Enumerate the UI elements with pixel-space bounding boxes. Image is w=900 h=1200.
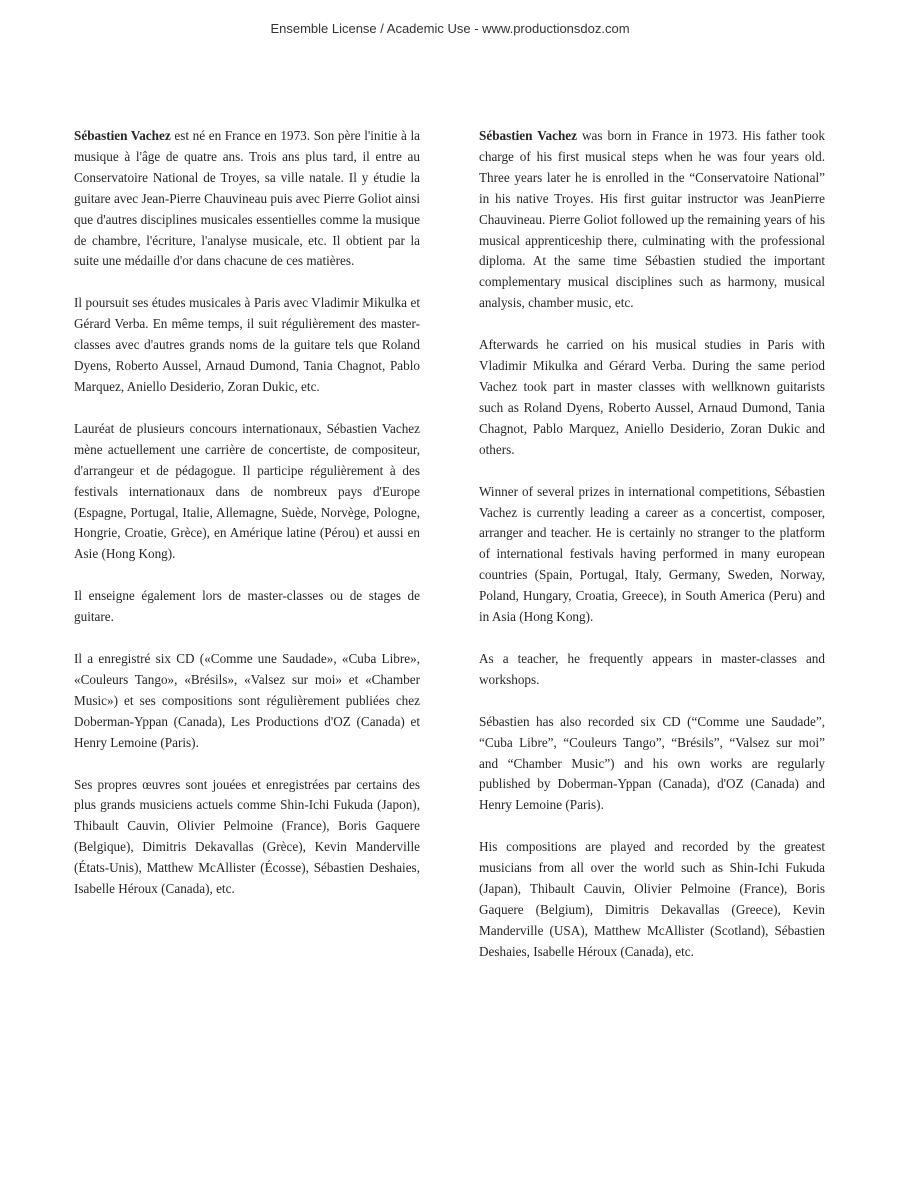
french-paragraph-3: Lauréat de plusieurs concours internationaux, Sébastien Vachez mène actuellement une carrière de concertiste, de compositeur, d'arrangeur et de pédagogue. Il participe régulièrement à des festivals internationaux dans de nombreux pays d'Europe (Espagne, Portugal, Italie, Allemagne, Suède, Norvège, Pologne, Hongrie, Croatie, Grèce), en Amérique latine (Pérou) et aussi en Asie (Hong Kong). bbox=[74, 420, 420, 562]
license-watermark: Ensemble License / Academic Use - www.productionsdoz.com bbox=[270, 21, 630, 36]
english-paragraph-6: His compositions are played and recorded by the greatest musicians from all over the world such as Shin-Ichi Fukuda (Japan), Thibault Cauvin, Olivier Pelmoine (France), Boris Gaquere (Belgium), Dimitris Dekavallas (Greece), Kevin Manderville (USA), Matthew McAllister (Scotland), Sébastien Deshaies, Isabelle Héroux (Canada), etc. bbox=[479, 839, 825, 959]
english-paragraph-4: As a teacher, he frequently appears in master-classes and workshops. bbox=[479, 650, 825, 687]
french-paragraph-1-text: est né en France en 1973. Son père l'initie à la musique à l'âge de quatre ans. Trois ans plus tard, il entre au Conservatoire National de Troyes, sa ville natale. Il y étudie la guitare avec Jean-Pierre Chauvineau puis avec Pierre Goliot ainsi que d'autres disciplines musicales essentielles comme la musique de chambre, l'écriture, l'analyse musicale, etc. Il obtient par la suite une médaille d'or dans chacune de ces matières. bbox=[74, 128, 420, 269]
english-biography-column bbox=[479, 126, 825, 984]
english-paragraph-2: Afterwards he carried on his musical studies in Paris with Vladimir Mikulka and Gérard Verba. During the same period Vachez took part in master classes with wellknown guitarists such as Roland Dyens, Roberto Aussel, Arnaud Dumond, Tania Chagnot, Pablo Marquez, Aniello Desiderio, Zoran Dukic and others. bbox=[479, 337, 825, 457]
french-artist-name: Sébastien Vachez bbox=[74, 128, 171, 143]
french-paragraph-5: Il a enregistré six CD («Comme une Saudade», «Cuba Libre», «Couleurs Tango», «Brésils», «Valsez sur moi» et «Chamber Music») et ses compositions sont régulièrement publiées chez Doberman-Yppan (Canada), Les Productions d'OZ (Canada) et Henry Lemoine (Paris). bbox=[74, 651, 420, 750]
english-paragraph-3: Winner of several prizes in international competitions, Sébastien Vachez is currently leading a career as a concertist, composer, arranger and teacher. He is certainly no stranger to the platform of international festivals having performed in many european countries (Spain, Portugal, Italy, Germany, Sweden, Norway, Poland, Hungary, Croatia, Greece), in South America (Peru) and in Asia (Hong Kong). bbox=[479, 483, 825, 625]
english-paragraph-1 bbox=[479, 126, 825, 314]
french-biography-column bbox=[74, 126, 420, 921]
french-paragraph-2: Il poursuit ses études musicales à Paris avec Vladimir Mikulka et Gérard Verba. En même temps, il suit régulièrement des master-classes avec d'autres grands noms de la guitare tels que Roland Dyens, Roberto Aussel, Arnaud Dumond, Tania Chagnot, Pablo Marquez, Aniello Desiderio, Zoran Dukic, etc. bbox=[74, 295, 420, 394]
french-paragraph-1 bbox=[74, 126, 420, 272]
english-artist-name: Sébastien Vachez bbox=[479, 128, 578, 143]
french-paragraph-6: Ses propres œuvres sont jouées et enregistrées par certains des plus grands musiciens actuels comme Shin-Ichi Fukuda (Japon), Thibault Cauvin, Olivier Pelmoine (France), Boris Gaquere (Belgique), Dimitris Dekavallas (Grèce), Kevin Manderville (États-Unis), Matthew McAllister (Écosse), Sébastien Deshaies, Isabelle Héroux (Canada), etc. bbox=[74, 776, 420, 897]
english-paragraph-1-text: was born in France in 1973. His father took charge of his first musical steps when he was four years old. Three years later he is enrolled in the “Conservatoire National” in his native Troyes. His first guitar instructor was JeanPierre Chauvineau. Pierre Goliot followed up the remaining years of his musical apprenticeship there, culminating with the professional diploma. At the same time Sébastien studied the important complementary musical disciplines such as harmony, musical analysis, chamber music, etc. bbox=[479, 128, 825, 311]
french-paragraph-4: Il enseigne également lors de master-classes ou de stages de guitare. bbox=[74, 588, 420, 625]
english-paragraph-5: Sébastien has also recorded six CD (“Comme une Saudade”, “Cuba Libre”, “Couleurs Tango”, “Brésils”, “Valsez sur moi” and “Chamber Music”) and his own works are regularly published by Doberman-Yppan (Canada), d'OZ (Canada) and Henry Lemoine (Paris). bbox=[479, 713, 825, 813]
